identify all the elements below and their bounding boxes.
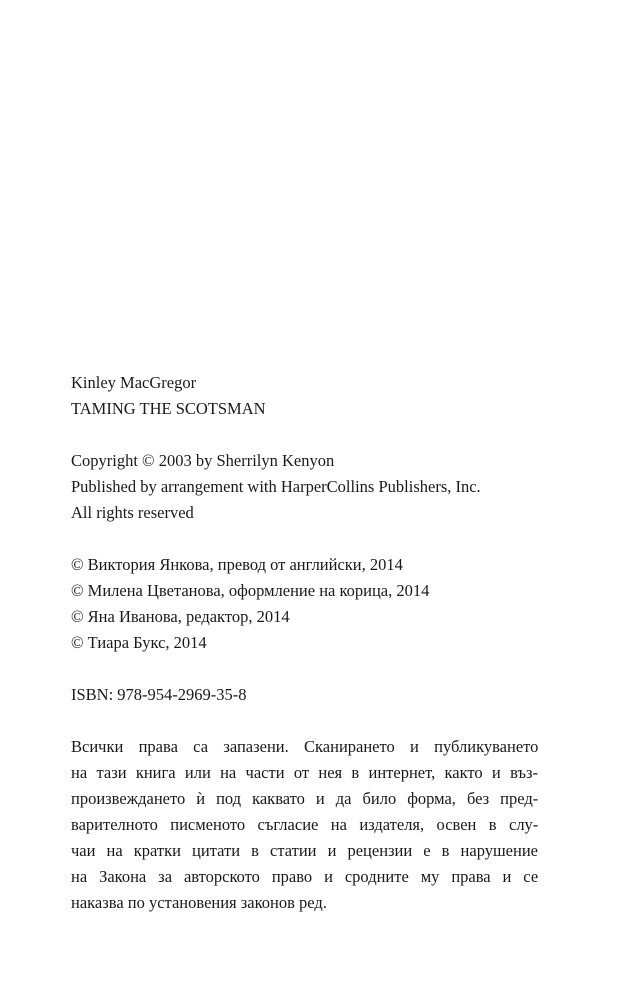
publisher-arrangement-line: Published by arrangement with HarperCollins Publishers, Inc. <box>71 477 481 496</box>
rights-notice-line: чаи на кратки цитати в статии и рецензии е в нарушение <box>71 841 538 860</box>
credit-editor: © Яна Иванова, редактор, 2014 <box>71 607 290 626</box>
isbn-block <box>71 682 541 708</box>
rights-reserved-line: All rights reserved <box>71 503 194 522</box>
copyright-block <box>71 448 541 526</box>
credit-publisher: © Тиара Букс, 2014 <box>71 633 207 652</box>
author-name: Kinley MacGregor <box>71 373 197 392</box>
copyright-line: Copyright © 2003 by Sherrilyn Kenyon <box>71 451 335 470</box>
rights-notice-line: наказва по установения законов ред. <box>71 893 327 912</box>
isbn: ISBN: 978-954-2969-35-8 <box>71 685 247 704</box>
title-block <box>71 370 541 422</box>
rights-notice-line: Всички права са запазени. Сканирането и публикуването <box>71 737 539 756</box>
copyright-page <box>71 370 541 916</box>
rights-notice-line: на Закона за авторското право и сродните му права и се <box>71 867 539 886</box>
rights-notice-line: на тази книга или на части от нея в интернет, както и въз- <box>71 763 538 782</box>
credits-block <box>71 552 541 656</box>
rights-notice-line: варителното писменото съгласие на издателя, освен в слу- <box>71 815 539 834</box>
credit-translator: © Виктория Янкова, превод от английски, 2014 <box>71 555 403 574</box>
rights-notice <box>71 734 538 916</box>
rights-notice-line: произвеждането ѝ под каквато и да било форма, без пред- <box>71 789 539 808</box>
original-title: TAMING THE SCOTSMAN <box>71 399 266 418</box>
credit-cover-design: © Милена Цветанова, оформление на корица, 2014 <box>71 581 430 600</box>
